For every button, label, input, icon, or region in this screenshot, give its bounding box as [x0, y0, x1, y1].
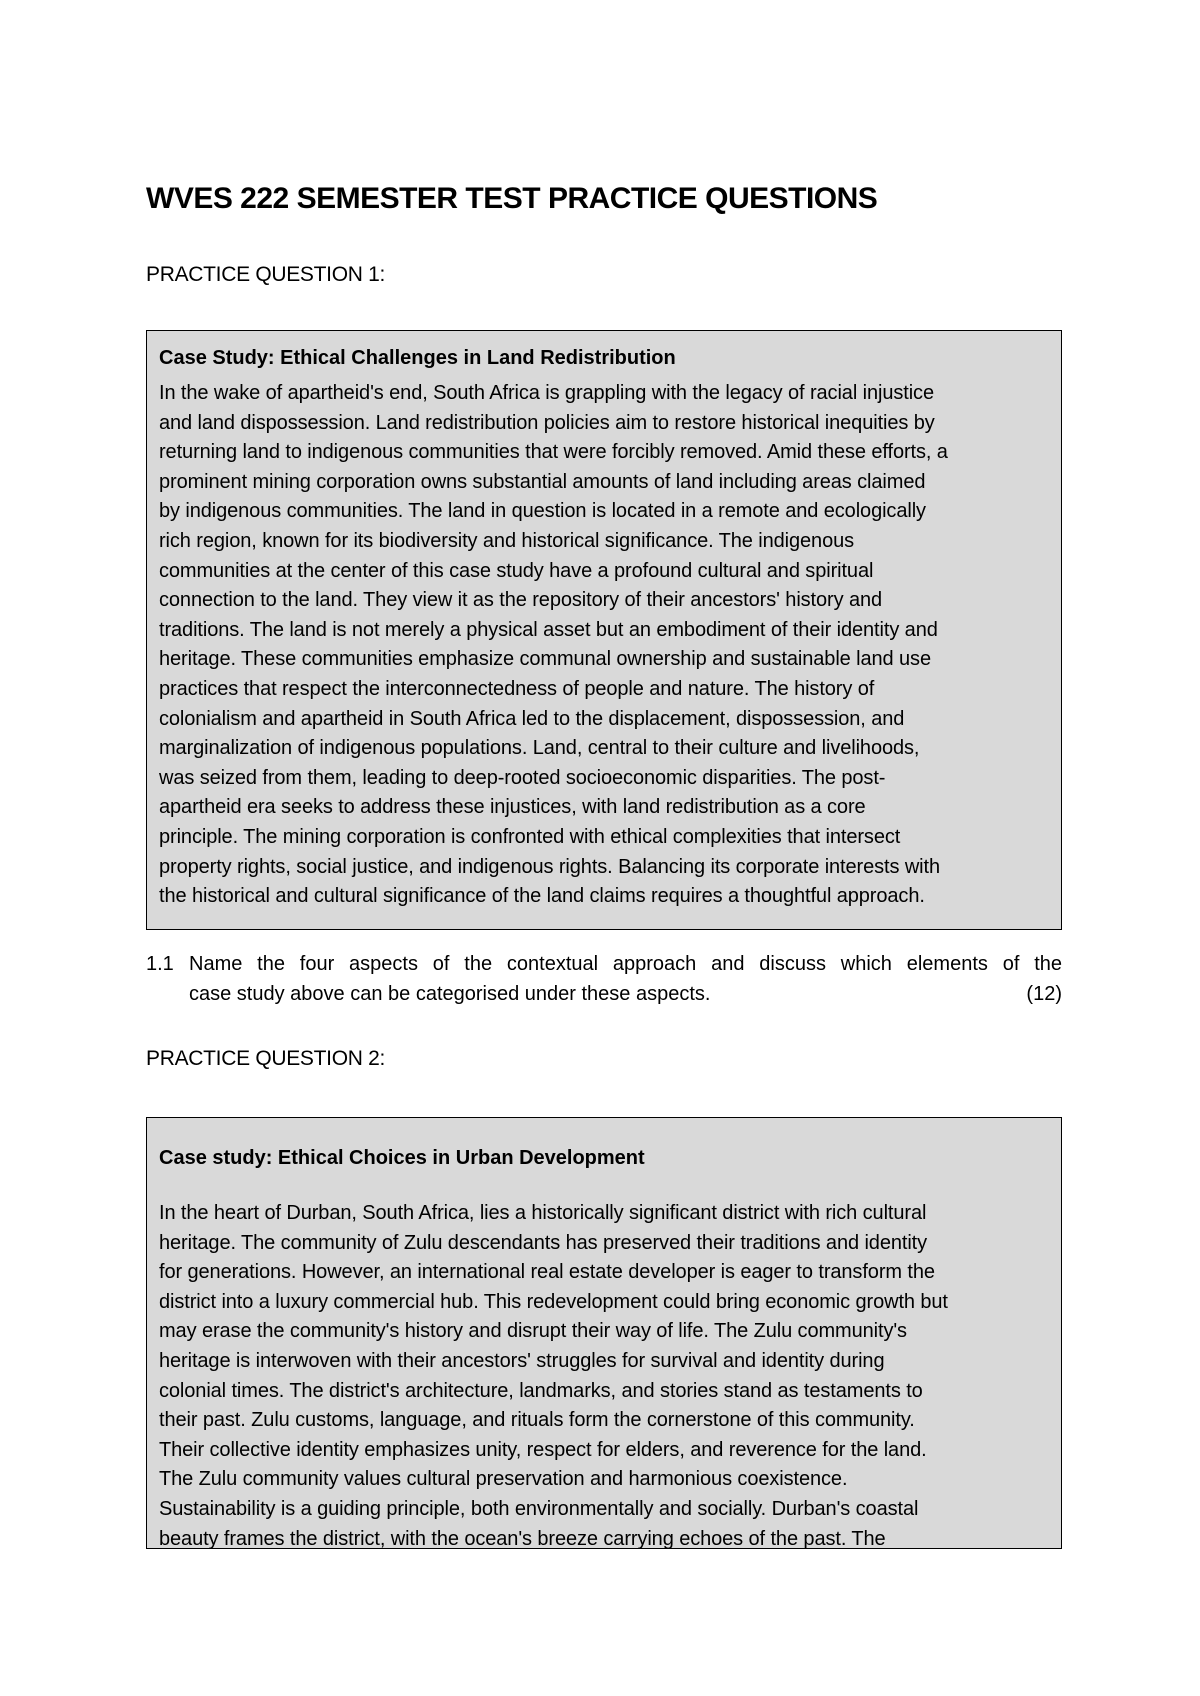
case-study-line: practices that respect the interconnectedness of people and nature. The history of	[159, 677, 875, 700]
question-marks: (12)	[1026, 982, 1062, 1005]
case-study-line: and land dispossession. Land redistribution policies aim to restore historical inequities by	[159, 411, 935, 434]
case-study-line: marginalization of indigenous populations. Land, central to their culture and livelihoods,	[159, 737, 920, 760]
case-study-2-body	[159, 1199, 1049, 1549]
question-text-line: case study above can be categorised under these aspects.	[189, 982, 711, 1005]
case-study-line: heritage is interwoven with their ancestors' struggles for survival and identity during	[159, 1349, 885, 1372]
case-study-line: the historical and cultural significance of the land claims requires a thoughtful approach.	[159, 885, 925, 908]
case-study-line: rich region, known for its biodiversity and historical significance. The indigenous	[159, 529, 855, 552]
case-study-line: beauty frames the district, with the ocean's breeze carrying echoes of the past. The	[159, 1527, 886, 1549]
case-study-line: returning land to indigenous communities that were forcibly removed. Amid these efforts, a	[159, 441, 948, 464]
case-study-line: The Zulu community values cultural preservation and harmonious coexistence.	[159, 1468, 848, 1491]
case-study-line: In the wake of apartheid's end, South Africa is grappling with the legacy of racial injustice	[159, 382, 934, 404]
case-study-line: property rights, social justice, and indigenous rights. Balancing its corporate interests with	[159, 855, 941, 878]
case-study-line: district into a luxury commercial hub. This redevelopment could bring economic growth but	[159, 1290, 948, 1313]
case-study-line: In the heart of Durban, South Africa, lies a historically significant district with rich cultural	[159, 1202, 927, 1224]
case-study-line: principle. The mining corporation is confronted with ethical complexities that intersect	[159, 825, 901, 848]
case-study-line: may erase the community's history and disrupt their way of life. The Zulu community's	[159, 1320, 907, 1343]
practice-question-1-heading: PRACTICE QUESTION 1:	[146, 263, 386, 286]
question-number: 1.1	[146, 953, 174, 975]
case-study-line: for generations. However, an international real estate developer is eager to transform the	[159, 1261, 935, 1284]
case-study-line: Sustainability is a guiding principle, both environmentally and socially. Durban's coastal	[159, 1497, 919, 1520]
case-study-line: their past. Zulu customs, language, and rituals form the cornerstone of this community.	[159, 1409, 915, 1432]
case-study-line: traditions. The land is not merely a physical asset but an embodiment of their identity and	[159, 618, 938, 641]
case-study-box-1	[146, 330, 1062, 930]
case-study-1-body	[159, 379, 1049, 912]
case-study-line: communities at the center of this case study have a profound cultural and spiritual	[159, 559, 874, 582]
question-text-line: Name the four aspects of the contextual approach and discuss which elements of the	[189, 953, 1062, 975]
case-study-line: heritage. The community of Zulu descendants has preserved their traditions and identity	[159, 1231, 928, 1254]
case-study-line: heritage. These communities emphasize communal ownership and sustainable land use	[159, 648, 931, 671]
case-study-line: was seized from them, leading to deep-rooted socioeconomic disparities. The post-	[159, 766, 886, 789]
document-title: WVES 222 SEMESTER TEST PRACTICE QUESTIONS	[146, 182, 878, 215]
case-study-line: prominent mining corporation owns substantial amounts of land including areas claimed	[159, 470, 926, 493]
question-text	[189, 950, 1062, 1009]
case-study-line: connection to the land. They view it as the repository of their ancestors' history and	[159, 589, 883, 612]
case-study-line: by indigenous communities. The land in question is located in a remote and ecologically	[159, 500, 926, 523]
case-study-line: colonialism and apartheid in South Africa led to the displacement, dispossession, and	[159, 707, 905, 730]
case-study-box-2	[146, 1117, 1062, 1549]
practice-question-2-heading: PRACTICE QUESTION 2:	[146, 1047, 386, 1070]
case-study-line: apartheid era seeks to address these injustices, with land redistribution as a core	[159, 796, 866, 819]
question-1-1	[146, 950, 1062, 1009]
case-study-line: Their collective identity emphasizes unity, respect for elders, and reverence for the land.	[159, 1438, 927, 1461]
case-study-1-title: Case Study: Ethical Challenges in Land Redistribution	[159, 347, 676, 369]
case-study-2-title: Case study: Ethical Choices in Urban Development	[159, 1147, 645, 1169]
question-text-line-with-marks	[189, 980, 1062, 1010]
case-study-line: colonial times. The district's architecture, landmarks, and stories stand as testaments to	[159, 1379, 923, 1402]
